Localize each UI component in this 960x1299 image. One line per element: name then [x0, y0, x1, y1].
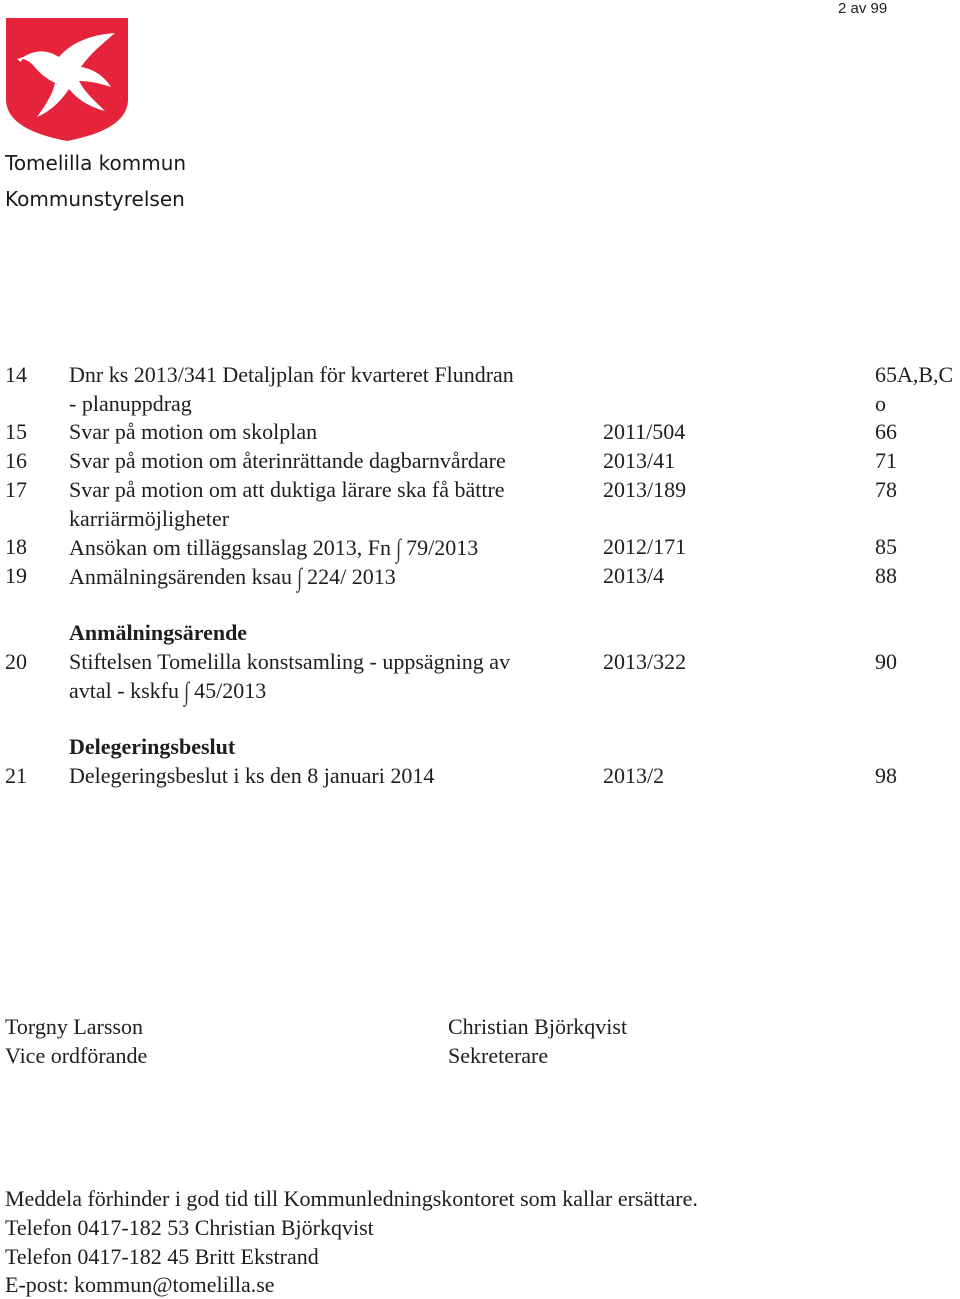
- item-title: [69, 533, 478, 562]
- paragraph-sign-icon: ∫: [396, 534, 402, 563]
- item-dnr: 2013/189: [603, 477, 687, 502]
- item-title-cont: - planuppdrag: [69, 391, 192, 416]
- item-title-ref: 79/2013: [406, 535, 479, 560]
- item-dnr: 2013/2: [603, 763, 665, 788]
- coat-of-arms-kite-icon: [3, 15, 131, 143]
- section-heading-anmalningsarende: Anmälningsärende: [69, 620, 248, 645]
- signature-right-role: Sekreterare: [448, 1043, 549, 1068]
- item-number: 21: [5, 763, 27, 788]
- item-dnr: 2011/504: [603, 419, 686, 444]
- org-name: Tomelilla kommun: [5, 151, 187, 175]
- item-title: Stiftelsen Tomelilla konstsamling - uppsägning av: [69, 649, 511, 674]
- page-indicator: 2 av 99: [838, 0, 888, 17]
- item-title: Svar på motion om att duktiga lärare ska få bättre: [69, 477, 505, 502]
- item-title: Delegeringsbeslut i ks den 8 januari 2014: [69, 763, 435, 788]
- item-dnr: 2012/171: [603, 534, 687, 559]
- item-title-cont: [69, 676, 266, 705]
- item-title: Svar på motion om skolplan: [69, 419, 318, 444]
- signature-left-name: Torgny Larsson: [5, 1014, 143, 1039]
- item-number: 14: [5, 362, 27, 387]
- signature-right-name: Christian Björkqvist: [448, 1014, 628, 1039]
- item-dnr: 2013/41: [603, 448, 676, 473]
- item-page: 88: [875, 563, 897, 588]
- item-page: 90: [875, 649, 897, 674]
- department-name: Kommunstyrelsen: [5, 187, 185, 211]
- item-title-main: Anmälningsärenden ksau: [69, 564, 292, 589]
- footer-phone-1: Telefon 0417-182 53 Christian Björkqvist: [5, 1215, 374, 1240]
- item-number: 16: [5, 448, 27, 473]
- item-page: 65A,B,C: [875, 362, 954, 387]
- item-dnr: 2013/4: [603, 563, 665, 588]
- item-title: Dnr ks 2013/341 Detaljplan för kvarteret Flundran: [69, 362, 514, 387]
- footer-phone-2: Telefon 0417-182 45 Britt Ekstrand: [5, 1244, 319, 1269]
- item-page: 98: [875, 763, 897, 788]
- item-page: 85: [875, 534, 897, 559]
- item-page: 66: [875, 419, 897, 444]
- section-heading-delegeringsbeslut: Delegeringsbeslut: [69, 734, 236, 759]
- footer-notice: Meddela förhinder i god tid till Kommunledningskontoret som kallar ersättare.: [5, 1186, 698, 1211]
- item-title: Svar på motion om återinrättande dagbarnvårdare: [69, 448, 506, 473]
- item-number: 15: [5, 419, 27, 444]
- footer-email: E-post: kommun@tomelilla.se: [5, 1272, 275, 1297]
- item-title-main: avtal - kskfu: [69, 678, 179, 703]
- signature-left-role: Vice ordförande: [5, 1043, 148, 1068]
- item-number: 18: [5, 534, 27, 559]
- item-title-ref: 45/2013: [194, 678, 267, 703]
- item-number: 20: [5, 649, 27, 674]
- item-title-ref: 224/ 2013: [307, 564, 396, 589]
- item-title-cont: karriärmöjligheter: [69, 506, 230, 531]
- item-title-main: Ansökan om tilläggsanslag 2013, Fn: [69, 535, 392, 560]
- item-number: 19: [5, 563, 27, 588]
- paragraph-sign-icon: ∫: [184, 677, 190, 706]
- item-page: 78: [875, 477, 897, 502]
- paragraph-sign-icon: ∫: [297, 563, 303, 592]
- item-dnr: 2013/322: [603, 649, 687, 674]
- item-number: 17: [5, 477, 27, 502]
- item-page: 71: [875, 448, 897, 473]
- item-page-cont: o: [875, 391, 886, 416]
- item-title: [69, 562, 396, 591]
